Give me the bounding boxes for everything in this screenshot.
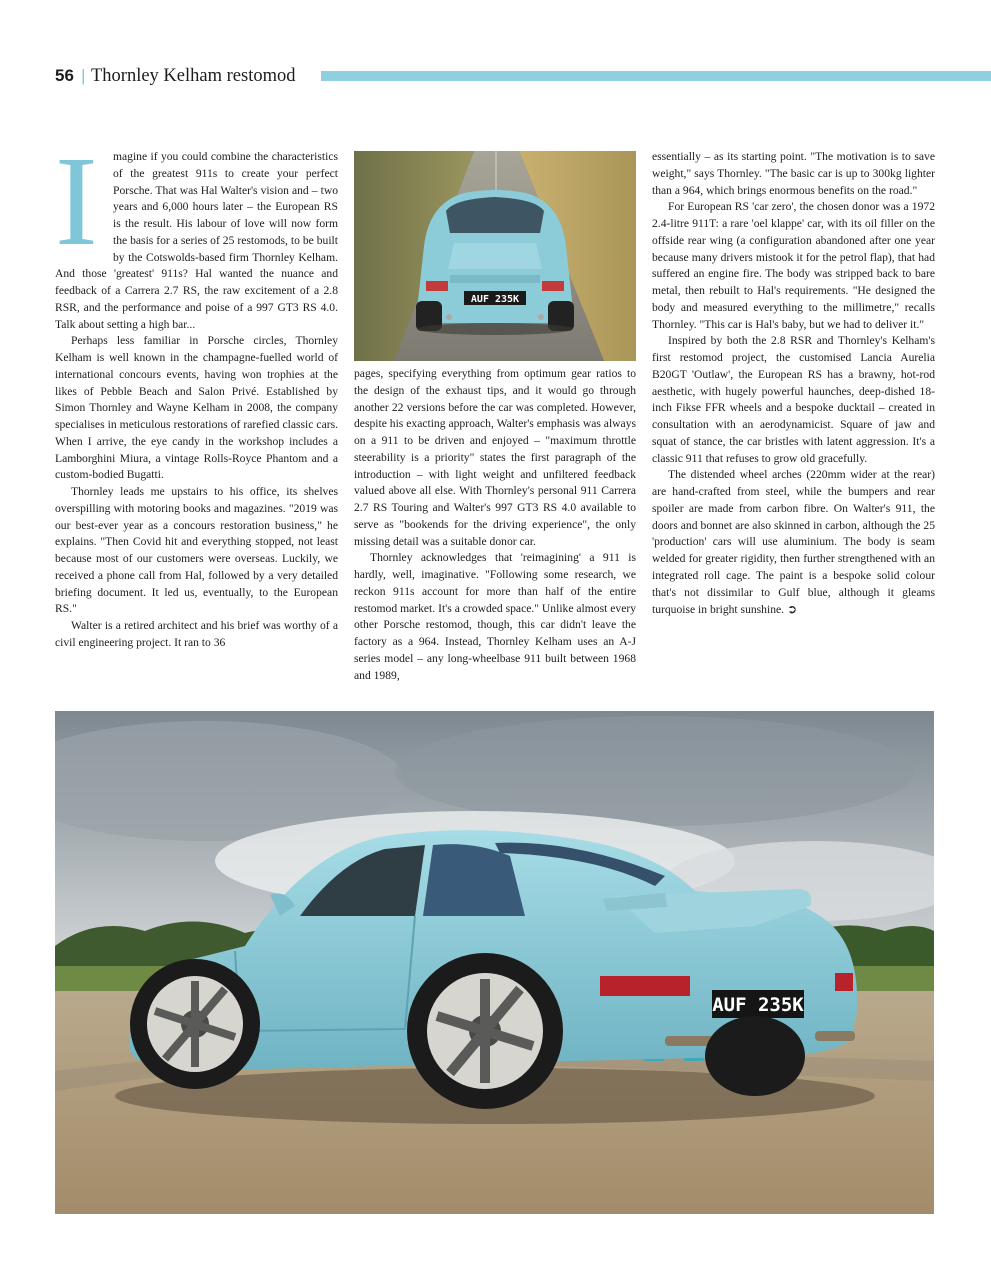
article-paragraph: Perhaps less familiar in Porsche circles, Thornley Kelham is well known in the champagne-fuelled world of international concours events, having won trophies at the likes of Pebble Beach and Salon Privé. Established by Simon Thornley and Wayne Kelham in 2008, the company specialises in meticulous restorations of rarefied classic cars. When I arrive, the eye candy in the workshop includes a Lamborghini Miura, a vintage Rolls-Royce Phantom and a custom-bodied Bugatti.	[55, 334, 338, 482]
car-rear-photo	[354, 151, 636, 361]
article-paragraph: pages, specifying everything from optimum gear ratios to the design of the exhaust tips, and it would go through another 22 versions before the car was completed. However, despite his exacting approach, Walter's emphasis was always on a 911 to be driven and enjoyed – "maximum throttle steerability is a priority" states the first paragraph of the introduction – with light weight and unfiltered feedback valued above all else. With Thornley's personal 911 Carrera 2.7 RS Touring and Walter's 997 GT3 RS 4.0 available to serve as "bookends for the driving experience", the only missing detail was a suitable donor car.	[354, 367, 636, 548]
paragraph-text: magine if you could combine the characteristics of the greatest 911s to create your perfect Porsche. That was Hal Walter's vision and – two years and 6,000 hours later – the European RS is the result. His labour of love will now form the basis for a series of 25 restomods, to be built by the Cotswolds-based firm Thornley Kelham. And those 'greatest' 911s? Hal wanted the nuance and feedback of a Carrera 2.7 RS, the raw excitement of a 2.8 RSR, and the performance and poise of a 997 GT3 RS 4.0. Talk about setting a high bar...	[55, 150, 338, 331]
article-paragraph	[55, 130, 338, 333]
article-paragraph: Thornley acknowledges that 'reimagining' a 911 is hardly, well, imaginative. "Following some research, we reckon 911s account for more than half of the entire restomod market. It's a crowded space." Unlike almost every other Porsche restomod, though, this car didn't leave the factory as a 964. Instead, Thornley Kelham uses an A-J series model – any long-wheelbase 911 built between 1968 and 1989,	[354, 551, 636, 682]
article-paragraph: Thornley leads me upstairs to his office, its shelves overspilling with motoring books and magazines. "2019 was our best-ever year as a concours restoration business," he explains. "Then Covid hit and everything stopped, not least because most of our customers were overseas. Luckily, we received a phone call from Hal, followed by a very detailed briefing document. It led us, eventually, to the European RS."	[55, 485, 338, 616]
article-column-1	[55, 130, 338, 652]
paragraph-text: The distended wheel arches (220mm wider at the rear) are hand-crafted from steel, while the bumpers and rear spoiler are made from carbon fibre. On Walter's 911, the doors and bonnet are also skinned in carbon, although the 25 'production' cars will use aluminium. The body is seam welded for greater rigidity, then further strengthened with an integrated roll cage. The paint is a bespoke solid colour that's not dissimilar to Gulf blue, although it gleams turquoise in bright sunshine.	[652, 468, 935, 617]
article-column-2	[354, 366, 636, 684]
bottom-photo-plate: AUF 235K	[712, 994, 804, 1016]
article-paragraph: Walter is a retired architect and his brief was worthy of a civil engineering project. It ran to 36	[55, 619, 338, 649]
drop-cap: I	[55, 130, 98, 272]
page-header	[55, 64, 991, 90]
article-paragraph: For European RS 'car zero', the chosen donor was a 1972 2.4-litre 911T: a rare 'oel klappe' car, with its oil filler on the offside rear wing (a configuration abandoned after one year because many drivers mistook it for the petrol flap), that had suffered an engine fire. The body was stripped back to bare metal, then rebuilt to Hal's requirements. "He designed the body and measured everything to the millimetre," recalls Thornley. "This car is Hal's baby, but we had to deliver it."	[652, 200, 935, 331]
continue-arrow-icon: ➲	[786, 602, 798, 617]
article-paragraph	[652, 467, 935, 619]
header-accent-bar	[321, 71, 991, 81]
section-title: Thornley Kelham restomod	[91, 66, 296, 86]
header-separator: |	[81, 66, 86, 85]
article-paragraph: essentially – as its starting point. "The motivation is to save weight," says Thornley. "The basic car is up to 300kg lighter than a 964, which brings enormous benefits on the road."	[652, 150, 935, 197]
page-number: 56	[55, 66, 74, 85]
article-paragraph: Inspired by both the 2.8 RSR and Thornley's Kelham's first restomod project, the customised Lancia Aurelia B20GT 'Outlaw', the European RS has a brawny, hot-rod aesthetic, with hugely powerful haunches, deep-dished 18-inch Fikse FFR wheels and a bespoke ducktail – created in consultation with an aerodynamicist. Square of jaw and squat of stance, the car bristles with latent aggression. It's a classic 911 that refuses to grow old gracefully.	[652, 334, 935, 465]
top-photo-plate: AUF 235K	[470, 294, 520, 305]
car-rear-three-quarter-photo	[55, 711, 934, 1214]
article-column-3	[652, 149, 935, 619]
